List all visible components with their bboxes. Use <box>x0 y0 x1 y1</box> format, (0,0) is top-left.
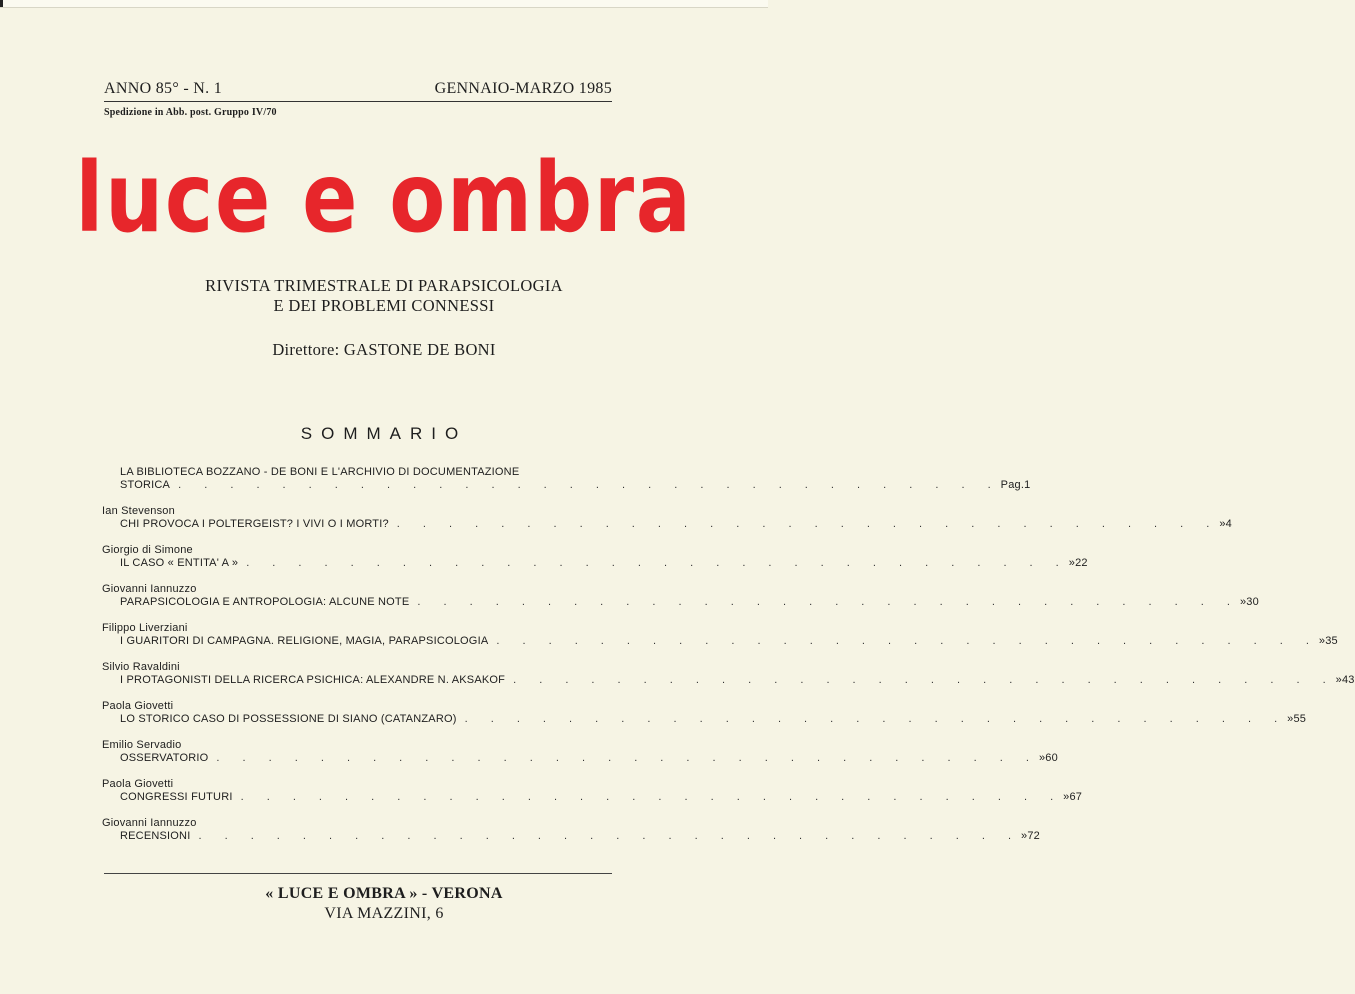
toc-leader-dots: . . . . . . . . . . . . . . . . . . . . . . . . . . . . . . . . <box>464 713 1288 725</box>
toc-leader-dots: . . . . . . . . . . . . . . . . . . . . . . . . . . . . . . . . <box>216 752 1039 764</box>
toc-page-number: 35 <box>1325 635 1338 647</box>
toc-title: PARAPSICOLOGIA E ANTROPOLOGIA: ALCUNE NOTE <box>120 596 410 608</box>
subtitle-line-1: RIVISTA TRIMESTRALE DI PARAPSICOLOGIA <box>205 276 563 295</box>
toc-title: OSSERVATORIO <box>120 752 209 764</box>
issue-number: ANNO 85° - N. 1 <box>104 80 222 97</box>
toc-title-line <box>102 518 1232 531</box>
toc-entry <box>102 661 1355 687</box>
publisher-footer <box>0 884 768 924</box>
toc-leader-dots: . . . . . . . . . . . . . . . . . . . . . . . . . . . . . . . . <box>240 791 1064 803</box>
toc-entry <box>102 739 1058 765</box>
toc-leader-dots: . . . . . . . . . . . . . . . . . . . . . . . . . . . . . . . . <box>246 557 1069 569</box>
toc-page-number: 30 <box>1246 596 1259 608</box>
toc-page-number: 72 <box>1027 830 1040 842</box>
toc-leader-dots: . . . . . . . . . . . . . . . . . . . . . . . . . . . . . . . . <box>513 674 1336 686</box>
director-label: Direttore: <box>272 340 340 359</box>
publisher-address: VIA MAZZINI, 6 <box>324 905 444 922</box>
toc-page-label: » <box>1287 713 1294 725</box>
toc-entry <box>102 544 1088 570</box>
toc-page-label: Pag. <box>1000 479 1025 491</box>
toc-title-line <box>102 791 1083 804</box>
toc-page-number: 1 <box>1024 479 1031 491</box>
toc-author: Giorgio di Simone <box>102 544 193 556</box>
toc-page-label: » <box>1068 557 1076 569</box>
toc-title: LA BIBLIOTECA BOZZANO - DE BONI E L'ARCHIVIO DI DOCUMENTAZIONE <box>120 466 520 478</box>
toc-author: Giovanni Iannuzzo <box>102 817 197 829</box>
toc-entry <box>102 817 1040 843</box>
toc-page-number: 55 <box>1293 713 1307 725</box>
toc-title-line <box>102 752 1058 765</box>
toc-entry <box>102 583 1259 609</box>
toc-title: I PROTAGONISTI DELLA RICERCA PSICHICA: ALEXANDRE N. AKSAKOF <box>120 674 506 686</box>
toc-title-line <box>102 674 1355 687</box>
toc-title-line <box>102 466 612 479</box>
director-name: GASTONE DE BONI <box>343 340 496 359</box>
table-of-contents <box>102 466 1355 856</box>
toc-page-label: » <box>1063 791 1070 803</box>
shipping-note: Spedizione in Abb. post. Gruppo IV/70 <box>104 107 277 118</box>
toc-author: Filippo Liverziani <box>102 622 188 634</box>
toc-page-number: 67 <box>1069 791 1083 803</box>
toc-entry <box>102 505 1232 531</box>
toc-author: Paola Giovetti <box>102 778 174 790</box>
toc-title-line <box>102 713 1307 726</box>
toc-author: Emilio Servadio <box>102 739 182 751</box>
toc-title-line <box>102 479 1031 492</box>
subtitle-line-2: E DEI PROBLEMI CONNESSI <box>273 296 495 315</box>
issue-period: GENNAIO-MARZO 1985 <box>434 80 612 97</box>
toc-title: IL CASO « ENTITA' A » <box>120 557 239 569</box>
toc-leader-dots: . . . . . . . . . . . . . . . . . . . . . . . . . . . . . . . . <box>178 479 1001 491</box>
issue-header <box>104 80 612 118</box>
toc-page-label: » <box>1318 635 1326 647</box>
publisher-name: « LUCE E OMBRA » - VERONA <box>265 885 503 902</box>
toc-title: LO STORICO CASO DI POSSESSIONE DI SIANO (CATANZARO) <box>120 713 457 725</box>
top-edge <box>0 0 768 8</box>
toc-author: Ian Stevenson <box>102 505 175 517</box>
edge-mark <box>0 0 3 7</box>
masthead-title: luce e ombra <box>75 142 693 254</box>
toc-title-line <box>102 557 1088 570</box>
toc-entry <box>102 622 1338 648</box>
toc-author: Giovanni Iannuzzo <box>102 583 197 595</box>
toc-leader-dots: . . . . . . . . . . . . . . . . . . . . . . . . . . . . . . . . <box>198 830 1022 842</box>
toc-author: Paola Giovetti <box>102 700 174 712</box>
toc-page-label: » <box>1021 830 1028 842</box>
toc-title-line <box>102 596 1259 609</box>
toc-author: Silvio Ravaldini <box>102 661 180 673</box>
toc-page-number: 4 <box>1225 518 1232 530</box>
toc-title-line <box>102 635 1338 648</box>
toc-entry <box>102 466 1031 492</box>
toc-entry <box>102 778 1083 804</box>
toc-page-number: 22 <box>1075 557 1088 569</box>
toc-title: CONGRESSI FUTURI <box>120 791 233 803</box>
toc-page-label: » <box>1239 596 1247 608</box>
toc-page-number: 60 <box>1045 752 1058 764</box>
toc-page-label: » <box>1219 518 1226 530</box>
toc-title: RECENSIONI <box>120 830 191 842</box>
toc-title-line <box>102 830 1040 843</box>
toc-page-number: 43 <box>1341 674 1355 686</box>
toc-page-label: » <box>1038 752 1046 764</box>
toc-leader-dots: . . . . . . . . . . . . . . . . . . . . . . . . . . . . . . . . <box>396 518 1220 530</box>
toc-entry <box>102 700 1307 726</box>
magazine-subtitle <box>0 276 768 316</box>
toc-title: I GUARITORI DI CAMPAGNA. RELIGIONE, MAGIA, PARAPSICOLOGIA <box>120 635 489 647</box>
issue-row <box>104 80 612 102</box>
sommario-heading: SOMMARIO <box>300 424 468 443</box>
director-line <box>0 340 768 360</box>
toc-title: STORICA <box>120 479 171 491</box>
toc-page-label: » <box>1335 674 1342 686</box>
toc-leader-dots: . . . . . . . . . . . . . . . . . . . . . . . . . . . . . . . . <box>417 596 1240 608</box>
footer-rule <box>104 873 612 874</box>
toc-leader-dots: . . . . . . . . . . . . . . . . . . . . . . . . . . . . . . . . <box>496 635 1319 647</box>
toc-title: CHI PROVOCA I POLTERGEIST? I VIVI O I MORTI? <box>120 518 389 530</box>
